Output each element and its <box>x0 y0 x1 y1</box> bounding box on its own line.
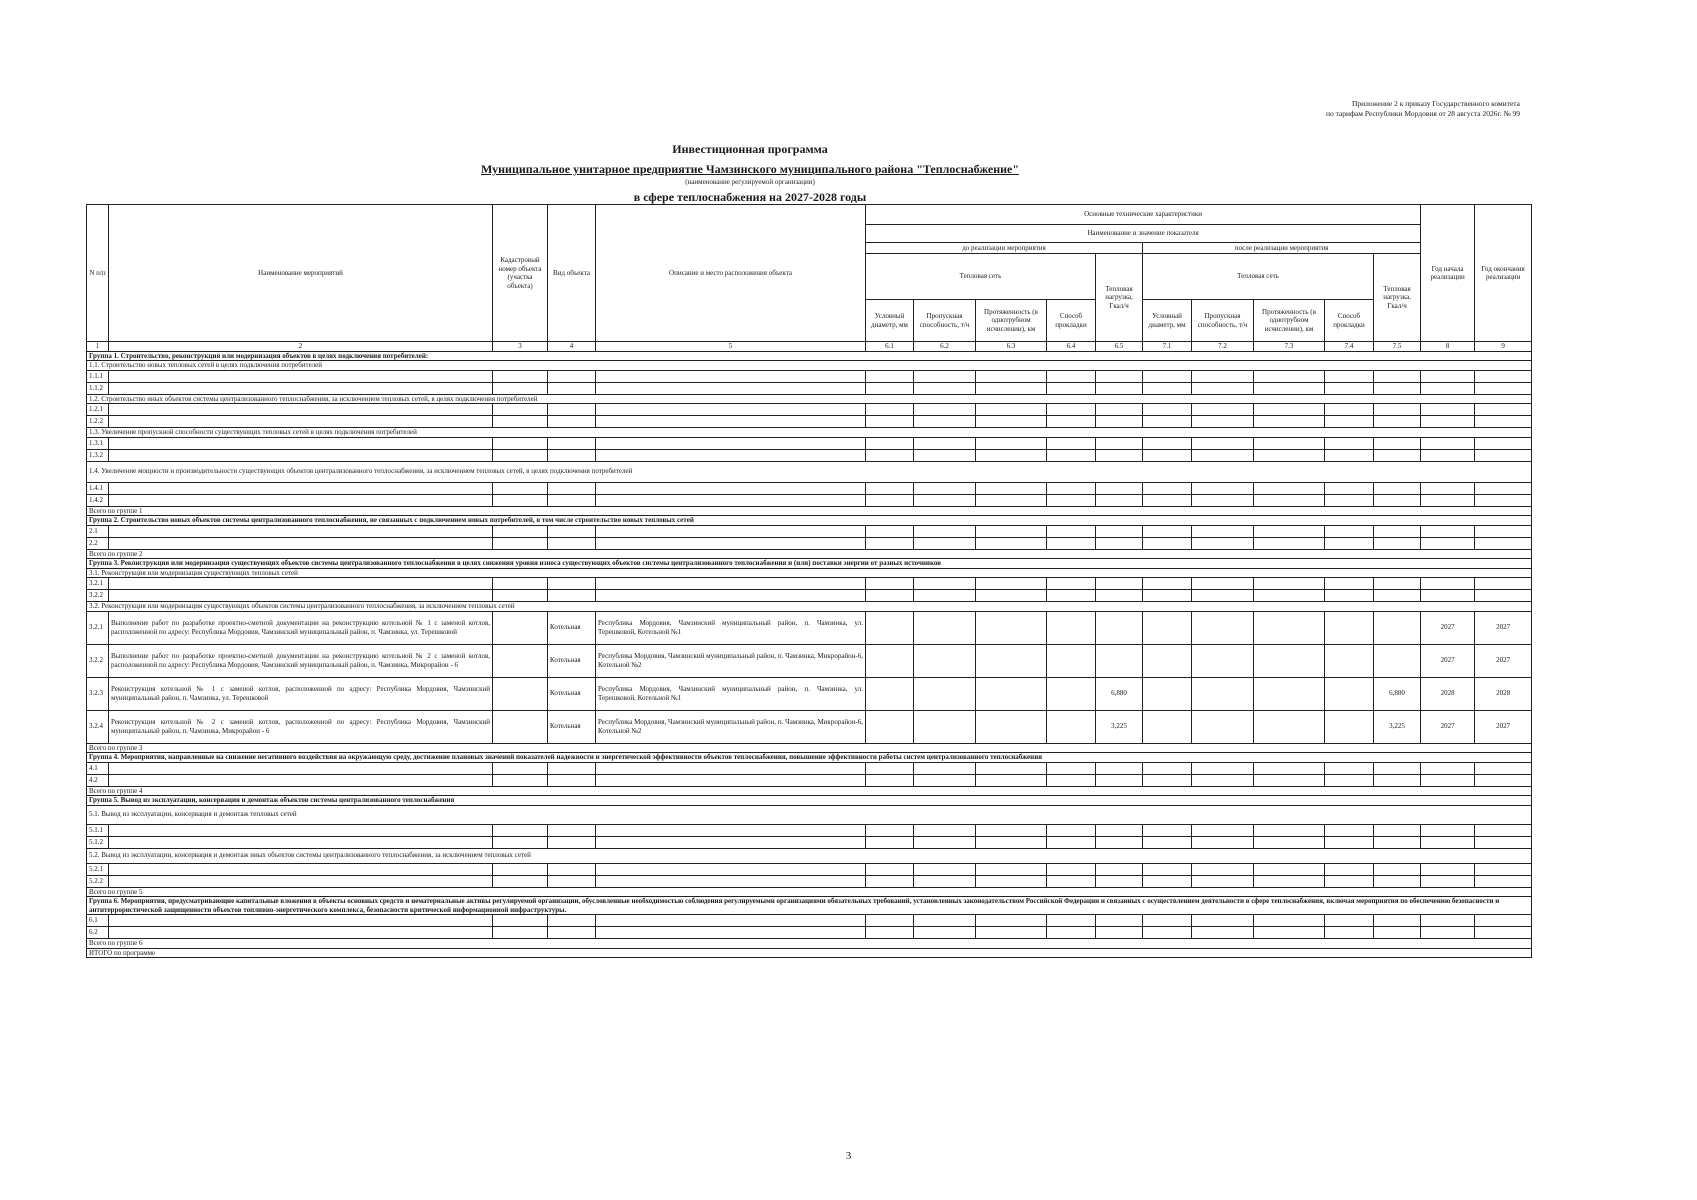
group-1-title: Группа 1. Строительство, реконструкция или модернизация объектов в целях подключения потребителей: <box>87 351 1532 361</box>
appendix-line-2: по тарифам Республики Мордовия от 28 августа 2026г. № 99 <box>1325 109 1520 118</box>
section-1-4-title: 1.4. Увеличение мощности и производительности существующих объектов централизованного теплоснабжения, за исключением тепловых сетей, в целях подключения потребителей <box>87 461 1532 482</box>
table-row <box>87 915 1532 927</box>
header-load-after: Тепловая нагрузка, Гкал/ч <box>1374 254 1421 342</box>
measure-load-after <box>1374 611 1421 644</box>
row-number: 1.4.1 <box>87 482 109 494</box>
header-capacity-before: Пропускная способность, т/ч <box>914 300 976 342</box>
section-3-2-title: 3.2. Реконструкция или модернизация существующих объектов системы централизованного теплоснабжения, за исключением тепловых сетей <box>87 602 1532 612</box>
col-num: 1 <box>87 342 109 352</box>
measure-start-year: 2027 <box>1421 611 1475 644</box>
row-number: 6.1 <box>87 915 109 927</box>
table-row <box>87 762 1532 774</box>
header-start-year: Год начала реализации <box>1421 205 1475 342</box>
header-cadastral: Кадастровый номер объекта (участка объекта) <box>493 205 548 342</box>
col-num: 6.4 <box>1047 342 1096 352</box>
table-row <box>87 927 1532 939</box>
measure-name: Реконструкция котельной № 2 с заменой котлов, расположенной по адресу: Республика Мордовия, Чамзинский муниципальный район, п. Чамзинка, Микрорайон - 6 <box>109 710 493 743</box>
group-3-title: Группа 3. Реконструкция или модернизация существующих объектов системы централизованного теплоснабжения в целях снижения уровня износа существующих объектов системы централизованного теплоснабжения и (или) поставки энергии от разных источников <box>87 559 1532 569</box>
measure-start-year: 2027 <box>1421 644 1475 677</box>
header-laying-before: Способ прокладки <box>1047 300 1096 342</box>
col-num: 7.3 <box>1254 342 1325 352</box>
header-length-before: Протяженность (в однотрубном исчислении), км <box>976 300 1047 342</box>
table-row <box>87 482 1532 494</box>
table-row <box>87 525 1532 537</box>
measure-type: Котельная <box>548 611 596 644</box>
row-number: 3.2.2 <box>87 590 109 602</box>
group-6-title: Группа 6. Мероприятия, предусматривающие капитальные вложения в объекты основных средств и нематериальные активы регулируемой организации, обусловленные необходимостью соблюдения регулируемыми организациями обязательных требований, установленных законодательством Российской Федерации и связанных с осуществлением деятельности в сфере теплоснабжения, включая мероприятия по обеспечению безопасности и антитеррористической защищенности объектов топливно-энергетического комплекса, безопасности критической информационной инфраструктуры. <box>87 897 1532 915</box>
header-diameter-before: Условный диаметр, мм <box>866 300 914 342</box>
group-2-total: Всего по группе 2 <box>87 549 1532 559</box>
appendix-line-1: Приложение 2 к приказу Государственного комитета <box>1351 99 1520 108</box>
measure-load-before <box>1096 644 1143 677</box>
group-5-total: Всего по группе 5 <box>87 887 1532 897</box>
row-number: 1.2.2 <box>87 416 109 428</box>
measure-name: Выполнение работ по разработке проектно-сметной документации на реконструкцию котельной № 2 с заменой котлов, расположенной по адресу: Республика Мордовия, Чамзинский муниципальный район, п. Чамзинка, Микрорайон - 6 <box>109 644 493 677</box>
table-row <box>87 404 1532 416</box>
row-number: 1.4.2 <box>87 494 109 506</box>
table-row <box>87 824 1532 836</box>
col-num: 6.2 <box>914 342 976 352</box>
measure-description: Республика Мордовия, Чамзинский муниципальный район, п. Чамзинка, Микрорайон-6, Котельной №2 <box>596 710 866 743</box>
header-laying-after: Способ прокладки <box>1325 300 1374 342</box>
measure-load-before: 6,880 <box>1096 677 1143 710</box>
column-numbers-row <box>87 342 1532 352</box>
header-n: N п/п <box>87 205 109 342</box>
section-5-2-title: 5.2. Вывод из эксплуатации, консервация и демонтаж иных объектов системы централизованного теплоснабжения, за исключением тепловых сетей <box>87 848 1532 863</box>
measure-type: Котельная <box>548 644 596 677</box>
page-number: 3 <box>845 1150 852 1162</box>
header-network-after: Тепловая сеть <box>1143 254 1374 300</box>
measure-end-year: 2027 <box>1475 611 1532 644</box>
measure-number: 3.2.4 <box>87 710 109 743</box>
investment-program-table <box>86 204 1532 958</box>
section-3-1-title: 3.1. Реконструкция или модернизация существующих тепловых сетей <box>87 568 1532 578</box>
col-num: 3 <box>493 342 548 352</box>
col-num: 5 <box>596 342 866 352</box>
col-num: 7.5 <box>1374 342 1421 352</box>
row-number: 2.1 <box>87 525 109 537</box>
header-type: Вид объекта <box>548 205 596 342</box>
organization-name: Муниципальное унитарное предприятие Чамзинского муниципального района "Теплоснабжение" <box>480 162 1020 176</box>
appendix-note <box>1100 99 1520 119</box>
measure-type: Котельная <box>548 710 596 743</box>
header-indicator: Наименование и значение показателя <box>866 225 1421 243</box>
col-num: 4 <box>548 342 596 352</box>
group-5-title: Группа 5. Вывод из эксплуатации, консервация и демонтаж объектов системы централизованного теплоснабжения <box>87 796 1532 806</box>
row-number: 5.2.1 <box>87 863 109 875</box>
section-1-3-title: 1.3. Увеличение пропускной способности существующих тепловых сетей в целях подключения потребителей <box>87 428 1532 438</box>
group-4-total: Всего по группе 4 <box>87 786 1532 796</box>
row-number: 3.2.1 <box>87 578 109 590</box>
measure-end-year: 2027 <box>1475 710 1532 743</box>
measure-description: Республика Мордовия, Чамзинский муниципальный район, п. Чамзинка, ул. Терешковой, Котельной №1 <box>596 677 866 710</box>
row-number: 4.1 <box>87 762 109 774</box>
header-length-after: Протяженность (в однотрубном исчислении), км <box>1254 300 1325 342</box>
organization-note: (наименование регулируемой организации) <box>685 178 815 186</box>
table-row <box>87 494 1532 506</box>
measure-end-year: 2028 <box>1475 677 1532 710</box>
measure-description: Республика Мордовия, Чамзинский муниципальный район, п. Чамзинка, Микрорайон-6, Котельной №2 <box>596 644 866 677</box>
header-capacity-after: Пропускная способность, т/ч <box>1192 300 1254 342</box>
program-total: ИТОГО по программе <box>87 948 1532 958</box>
header-description: Описание и место расположения объекта <box>596 205 866 342</box>
row-number: 1.1.1 <box>87 370 109 382</box>
table-row <box>87 836 1532 848</box>
row-number: 1.2.1 <box>87 404 109 416</box>
table-row <box>87 370 1532 382</box>
measure-row <box>87 677 1532 710</box>
measure-load-before <box>1096 611 1143 644</box>
section-1-1-title: 1.1. Строительство новых тепловых сетей в целях подключения потребителей <box>87 361 1532 371</box>
measure-row <box>87 644 1532 677</box>
measure-description: Республика Мордовия, Чамзинский муниципальный район, п. Чамзинка, ул. Терешковой, Котельной №1 <box>596 611 866 644</box>
table-row <box>87 382 1532 394</box>
table-row <box>87 578 1532 590</box>
header-after: после реализации мероприятия <box>1143 243 1421 254</box>
col-num: 7.4 <box>1325 342 1374 352</box>
document-title: Инвестиционная программа <box>672 142 828 156</box>
group-2-title: Группа 2. Строительство новых объектов системы централизованного теплоснабжения, не связанных с подключением новых потребителей, в том числе строительство новых тепловых сетей <box>87 516 1532 526</box>
table-row <box>87 863 1532 875</box>
row-number: 1.1.2 <box>87 382 109 394</box>
row-number: 5.2.2 <box>87 875 109 887</box>
col-num: 7.2 <box>1192 342 1254 352</box>
col-num: 8 <box>1421 342 1475 352</box>
measure-start-year: 2028 <box>1421 677 1475 710</box>
group-3-total: Всего по группе 3 <box>87 743 1532 753</box>
measure-load-before: 3,225 <box>1096 710 1143 743</box>
table-row <box>87 774 1532 786</box>
measure-load-after: 6,880 <box>1374 677 1421 710</box>
table-row <box>87 437 1532 449</box>
row-number: 2.2 <box>87 537 109 549</box>
measure-number: 3.2.2 <box>87 644 109 677</box>
col-num: 2 <box>109 342 493 352</box>
header-diameter-after: Условный диаметр, мм <box>1143 300 1192 342</box>
header-name: Наименование мероприятий <box>109 205 493 342</box>
row-number: 6.2 <box>87 927 109 939</box>
row-number: 5.1.1 <box>87 824 109 836</box>
table-row <box>87 449 1532 461</box>
col-num: 9 <box>1475 342 1532 352</box>
col-num: 6.3 <box>976 342 1047 352</box>
group-6-total: Всего по группе 6 <box>87 939 1532 949</box>
measure-number: 3.2.3 <box>87 677 109 710</box>
measure-load-after: 3,225 <box>1374 710 1421 743</box>
row-number: 5.1.2 <box>87 836 109 848</box>
table-row <box>87 416 1532 428</box>
col-num: 7.1 <box>1143 342 1192 352</box>
section-1-2-title: 1.2. Строительство иных объектов системы централизованного теплоснабжения, за исключением тепловых сетей, в целях подключения потребителей <box>87 394 1532 404</box>
row-number: 1.3.2 <box>87 449 109 461</box>
measure-load-after <box>1374 644 1421 677</box>
header-network-before: Тепловая сеть <box>866 254 1096 300</box>
measure-row <box>87 611 1532 644</box>
header-tech: Основные технические характеристики <box>866 205 1421 225</box>
group-4-title: Группа 4. Мероприятия, направленные на снижение негативного воздействия на окружающую среду, достижение плановых значений показателей надежности и энергетической эффективности объектов теплоснабжения, повышение эффективности работы систем централизованного теплоснабжения <box>87 753 1532 763</box>
table-row <box>87 875 1532 887</box>
measure-name: Выполнение работ по разработке проектно-сметной документации на реконструкцию котельной № 1 с заменой котлов, расположенной по адресу: Республика Мордовия, Чамзинский муниципальный район, п. Чамзинка, ул. Терешковой <box>109 611 493 644</box>
table-row <box>87 590 1532 602</box>
group-1-total: Всего по группе 1 <box>87 506 1532 516</box>
section-5-1-title: 5.1. Вывод из эксплуатации, консервация и демонтаж тепловых сетей <box>87 805 1532 824</box>
measure-type: Котельная <box>548 677 596 710</box>
row-number: 4.2 <box>87 774 109 786</box>
header-before: до реализации мероприятия <box>866 243 1143 254</box>
col-num: 6.5 <box>1096 342 1143 352</box>
header-end-year: Год окончания реализации <box>1475 205 1532 342</box>
row-number: 1.3.1 <box>87 437 109 449</box>
measure-end-year: 2027 <box>1475 644 1532 677</box>
measure-start-year: 2027 <box>1421 710 1475 743</box>
measure-name: Реконструкция котельной № 1 с заменой котлов, расположенной по адресу: Республика Мордовия, Чамзинский муниципальный район, п. Чамзинка, ул. Терешковой <box>109 677 493 710</box>
program-sphere: в сфере теплоснабжения на 2027-2028 годы <box>633 190 867 204</box>
header-load-before: Тепловая нагрузка, Гкал/ч <box>1096 254 1143 342</box>
measure-number: 3.2.1 <box>87 611 109 644</box>
col-num: 6.1 <box>866 342 914 352</box>
table-row <box>87 537 1532 549</box>
measure-row <box>87 710 1532 743</box>
